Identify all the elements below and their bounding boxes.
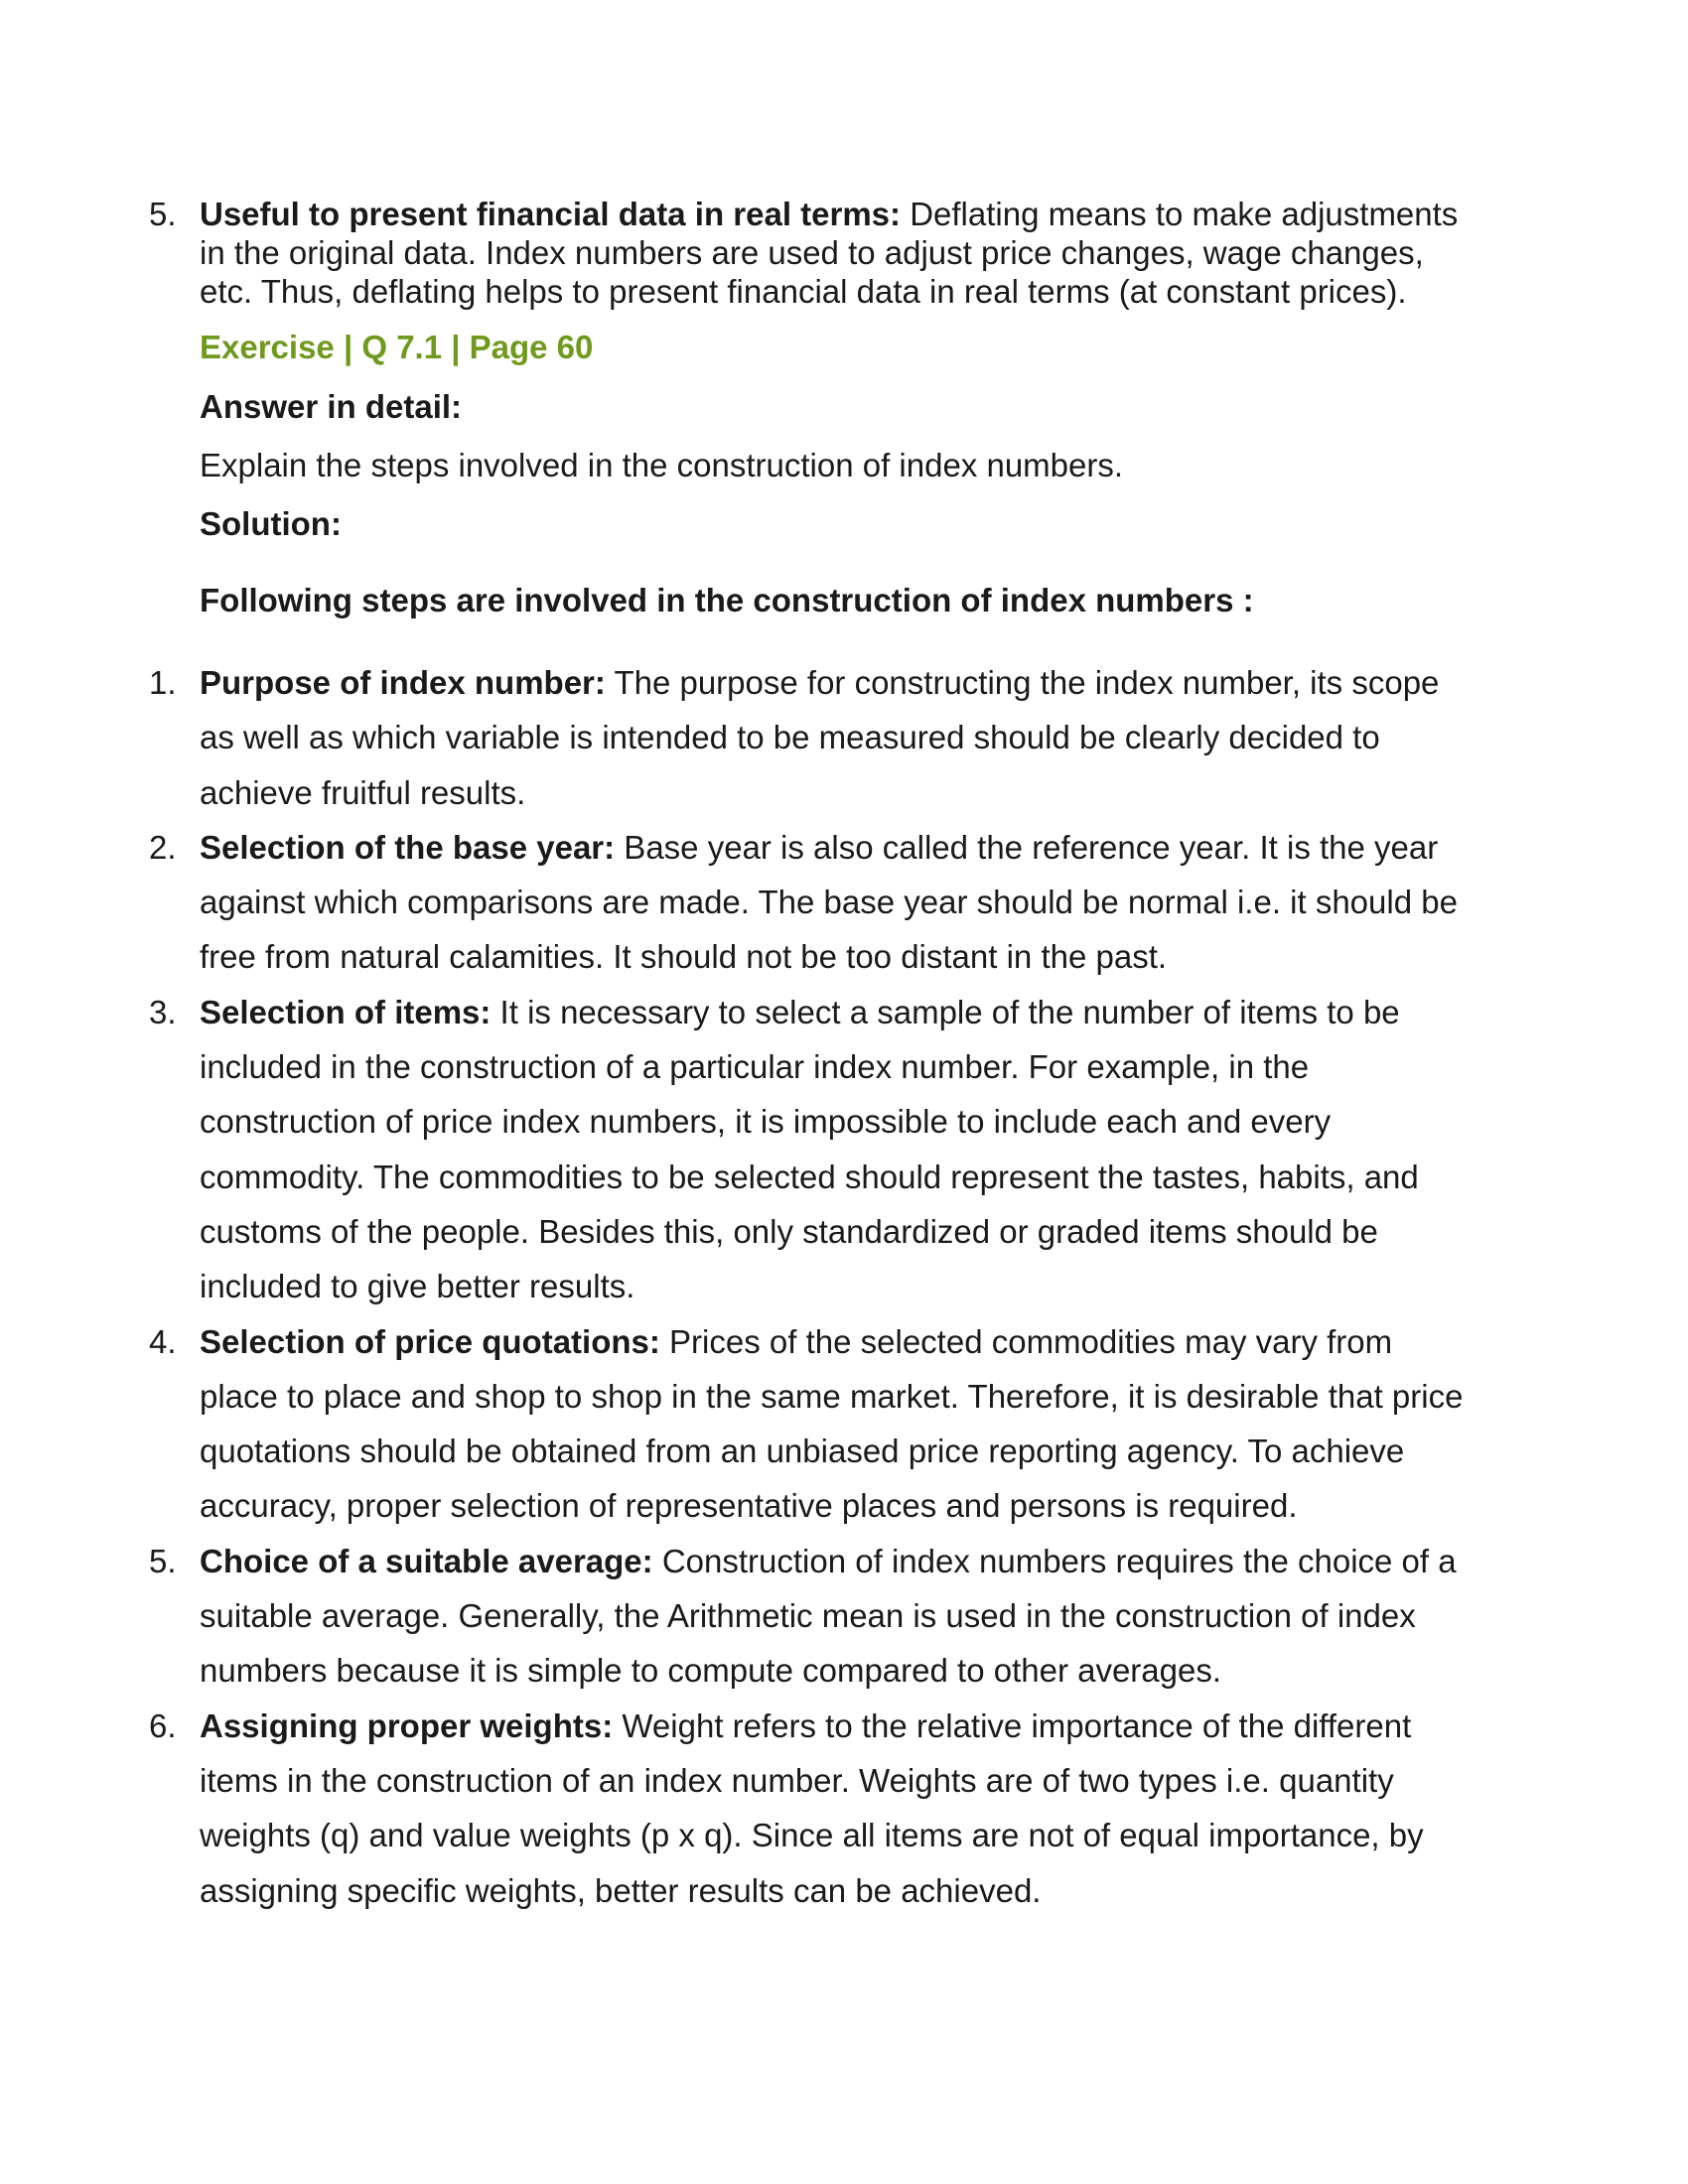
step-number: 3. xyxy=(149,993,177,1030)
step-title: Selection of items: xyxy=(200,993,492,1030)
step-text: Prices of the selected commodities may vary from place to place and shop to shop in the same market. Therefore, it is desirable that price quotations should be obtained from an unbiased price reporting agency. To achieve accuracy, proper selection of representative places and persons is required. xyxy=(200,1322,1464,1525)
step-body xyxy=(200,655,1479,820)
list-item-body xyxy=(200,195,1479,311)
step-text: Weight refers to the relative importance of the different items in the construction of an index number. Weights are of two types i.e. quantity weights (q) and value weights (p x q). Since all items are not of equal importance, by assigning specific weights, better results can be achieved. xyxy=(200,1706,1424,1909)
exercise-reference: Exercise | Q 7.1 | Page 60 xyxy=(200,329,594,365)
steps-list xyxy=(149,655,1479,1918)
step-title: Assigning proper weights: xyxy=(200,1706,614,1744)
list-item-deflating xyxy=(149,195,1479,311)
step-item-purpose xyxy=(149,655,1479,820)
answer-heading: Answer in detail: xyxy=(200,388,463,425)
solution-heading: Solution: xyxy=(200,505,342,542)
list-item-title: Useful to present financial data in real terms: xyxy=(200,196,902,232)
steps-heading: Following steps are involved in the construction of index numbers : xyxy=(200,582,1254,618)
step-title: Purpose of index number: xyxy=(200,664,606,701)
list-item-text: Deflating means to make adjustments in the original data. Index numbers are used to adjust price changes, wage changes, etc. Thus, deflating helps to present financial data in real terms (at constant prices). xyxy=(200,196,1459,310)
step-number: 4. xyxy=(149,1322,177,1360)
step-text: The purpose for constructing the index number, its scope as well as which variable is intended to be measured should be clearly decided to achieve fruitful results. xyxy=(200,664,1440,811)
step-item-price-quotations xyxy=(149,1314,1479,1534)
step-body xyxy=(200,1699,1479,1918)
step-title: Choice of a suitable average: xyxy=(200,1542,653,1579)
list-item-number: 5. xyxy=(149,196,177,232)
question-text: Explain the steps involved in the construction of index numbers. xyxy=(200,447,1124,483)
step-body xyxy=(200,820,1479,985)
step-text: It is necessary to select a sample of the number of items to be included in the construction of a particular index number. For example, in the construction of price index numbers, it is impossible to include each and every commodity. The commodities to be selected should represent the tastes, habits, and customs of the people. Besides this, only standardized or graded items should be included to give better results. xyxy=(200,993,1419,1305)
step-text: Construction of index numbers requires the choice of a suitable average. Generally, the Arithmetic mean is used in the construction of index numbers because it is simple to compute compared to other averages. xyxy=(200,1542,1457,1690)
step-number: 6. xyxy=(149,1706,177,1744)
step-number: 2. xyxy=(149,828,177,866)
step-title: Selection of price quotations: xyxy=(200,1322,660,1360)
step-body xyxy=(200,985,1479,1314)
step-item-base-year xyxy=(149,820,1479,985)
step-item-average xyxy=(149,1534,1479,1699)
step-title: Selection of the base year: xyxy=(200,828,616,866)
step-body xyxy=(200,1534,1479,1699)
step-text: Base year is also called the reference year. It is the year against which comparisons are made. The base year should be normal i.e. it should be free from natural calamities. It should not be too distant in the past. xyxy=(200,828,1458,976)
step-number: 1. xyxy=(149,664,177,701)
step-number: 5. xyxy=(149,1542,177,1579)
step-item-items xyxy=(149,985,1479,1314)
step-body xyxy=(200,1314,1479,1534)
step-item-weights xyxy=(149,1699,1479,1918)
